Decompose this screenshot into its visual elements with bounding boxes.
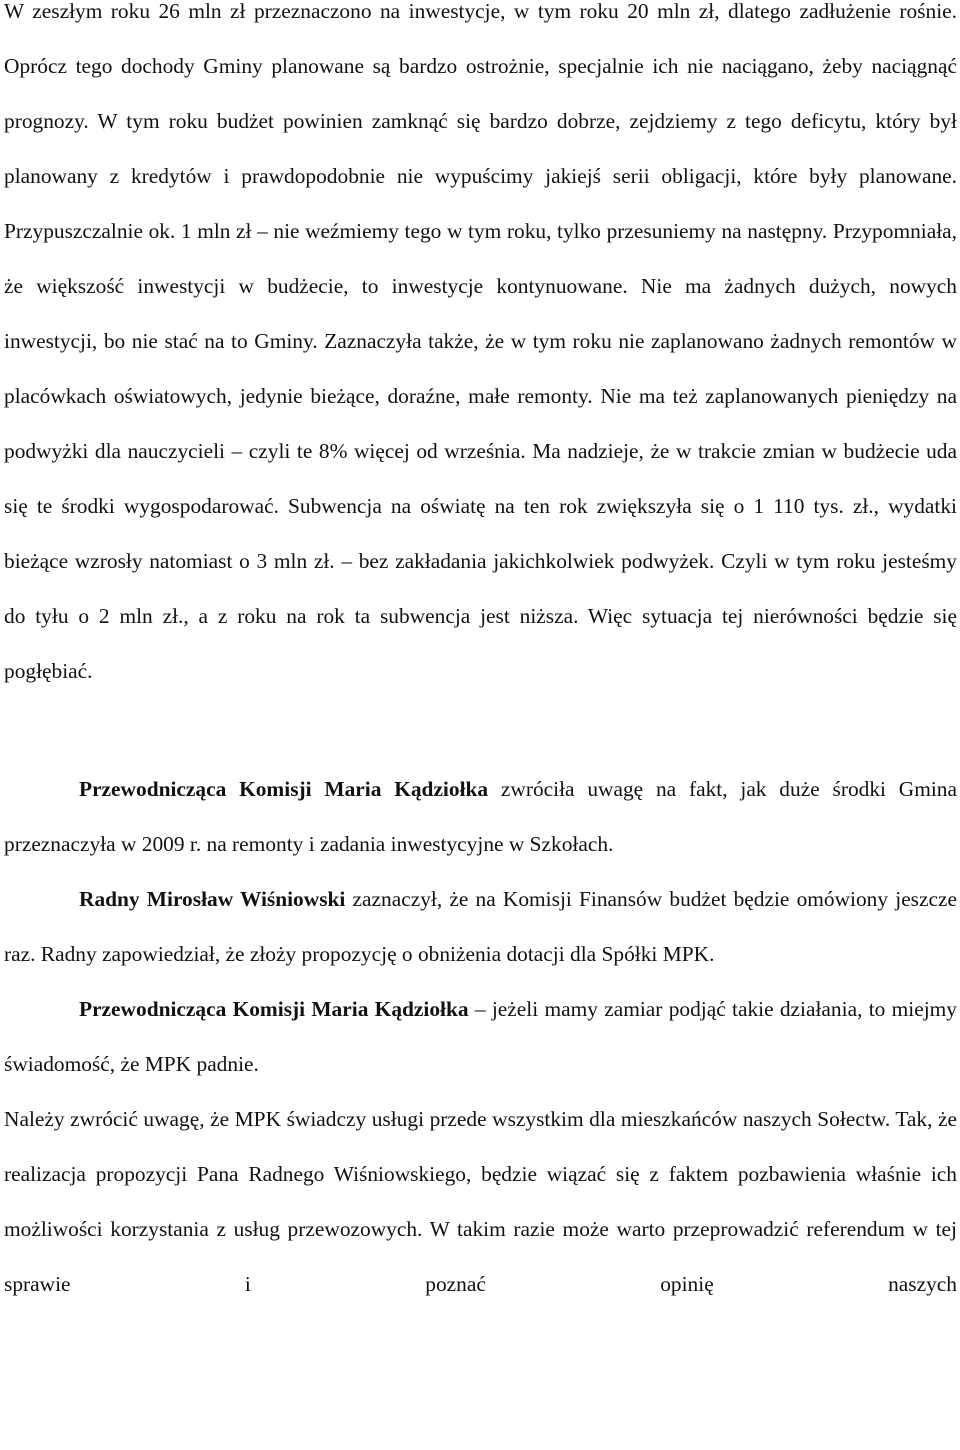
paragraph-mpk-note — [4, 1092, 957, 1312]
speaker-name: Przewodnicząca Komisji Maria Kądziołka — [79, 997, 469, 1021]
speaker-name: Przewodnicząca Komisji Maria Kądziołka — [79, 777, 489, 801]
paragraph-text: zwróciła uwagę na fakt, jak duże środki Gmina przeznaczyła w 2009 r. na remonty i zadania inwestycyjne w Szkołach. — [4, 777, 957, 856]
paragraph-chair-response — [4, 982, 957, 1092]
paragraph-text: – jeżeli mamy zamiar podjąć takie działania, to miejmy świadomość, że MPK padnie. — [4, 997, 957, 1076]
paragraph-text: Należy zwrócić uwagę, że MPK świadczy usługi przede wszystkim dla mieszkańców naszych Sołectw. Tak, że realizacja propozycji Pana Radnego Wiśniowskiego, będzie wiązać się z faktem pozbawienia właśnie ich możliwości korzystania z usług przewozowych. W takim razie może warto przeprowadzić referendum w tej sprawie i poznać opinię naszych — [4, 1107, 957, 1296]
paragraph-text: W zeszłym roku 26 mln zł przeznaczono na inwestycje, w tym roku 20 mln zł, dlatego zadłużenie rośnie. Oprócz tego dochody Gminy planowane są bardzo ostrożnie, specjalnie ich nie naciągano, żeby naciągnąć prognozy. W tym roku budżet powinien zamknąć się bardzo dobrze, zejdziemy z tego deficytu, który był planowany z kredytów i prawdopodobnie nie wypuścimy jakiejś serii obligacji, które były planowane. Przypuszczalnie ok. 1 mln zł – nie weźmiemy tego w tym roku, tylko przesuniemy na następny. Przypomniała, że większość inwestycji w budżecie, to inwestycje kontynuowane. Nie ma żadnych dużych, nowych inwestycji, bo nie stać na to Gminy. Zaznaczyła także, że w tym roku nie zaplanowano żadnych remontów w placówkach oświatowych, jedynie bieżące, doraźne, małe remonty. Nie ma też zaplanowanych pieniędzy na podwyżki dla nauczycieli – czyli te 8% więcej od września. Ma nadzieje, że w trakcie zmian w budżecie uda się te środki wygospodarować. Subwencja na oświatę na ten rok zwiększyła się o 1 110 tys. zł., wydatki bieżące wzrosły natomiast o 3 mln zł. – bez zakładania jakichkolwiek podwyżek. Czyli w tym roku jesteśmy do tyłu o 2 mln zł., a z roku na rok ta subwencja jest niższa. Więc sytuacja tej nierówności będzie się pogłębiać. — [4, 0, 957, 683]
paragraph-chair-remark — [4, 762, 957, 872]
paragraph-councillor-remark — [4, 872, 957, 982]
paragraph-text: zaznaczył, że na Komisji Finansów budżet będzie omówiony jeszcze raz. Radny zapowiedział, że złoży propozycję o obniżenia dotacji dla Spółki MPK. — [4, 887, 957, 966]
paragraph-budget-summary — [4, 0, 957, 699]
speaker-name: Radny Mirosław Wiśniowski — [79, 887, 346, 911]
